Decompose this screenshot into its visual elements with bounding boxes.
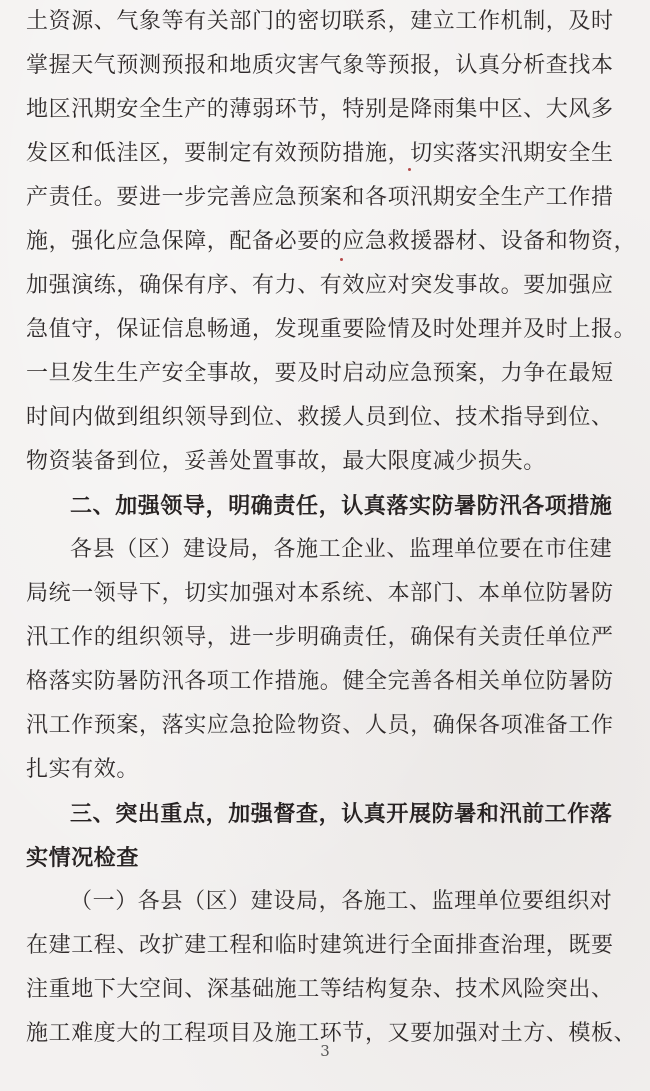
- paragraph-line: 一旦发生生产安全事故，要及时启动应急预案，力争在最短: [26, 361, 614, 386]
- paragraph-line: 汛工作的组织领导，进一步明确责任，确保有关责任单位严: [26, 625, 614, 650]
- paragraph-line: 产责任。要进一步完善应急预案和各项汛期安全生产工作措: [26, 185, 614, 210]
- section-heading-3: 三、突出重点，加强督查，认真开展防暑和汛前工作落: [70, 801, 613, 827]
- paragraph-line: 物资装备到位，妥善处置事故，最大限度减少损失。: [26, 449, 546, 474]
- paragraph-line: 汛工作预案，落实应急抢险物资、人员，确保各项准备工作: [26, 713, 614, 738]
- paragraph-line: 格落实防暑防汛各项工作措施。健全完善各相关单位防暑防: [26, 669, 614, 694]
- paragraph-line: 急值守，保证信息畅通，发现重要险情及时处理并及时上报。: [26, 317, 637, 342]
- paragraph-line: 加强演练，确保有序、有力、有效应对突发事故。要加强应: [26, 273, 614, 298]
- page-number: 3: [320, 1042, 330, 1060]
- paragraph-line: 施工难度大的工程项目及施工环节，又要加强对土方、模板、: [26, 1021, 637, 1046]
- paragraph-line: 时间内做到组织领导到位、救援人员到位、技术指导到位、: [26, 405, 614, 430]
- paragraph-line: 发区和低洼区，要制定有效预防措施，切实落实汛期安全生: [26, 141, 614, 166]
- section-heading-3-continued: 实情况检查: [26, 845, 140, 871]
- paragraph-line: 土资源、气象等有关部门的密切联系，建立工作机制，及时: [26, 9, 614, 34]
- paragraph-line: 地区汛期安全生产的薄弱环节，特别是降雨集中区、大风多: [26, 97, 614, 122]
- paragraph-line: 局统一领导下，切实加强对本系统、本部门、本单位防暑防: [26, 581, 614, 606]
- paragraph-line: 在建工程、改扩建工程和临时建筑进行全面排查治理，既要: [26, 933, 614, 958]
- section-heading-2: 二、加强领导，明确责任，认真落实防暑防汛各项措施: [70, 493, 613, 519]
- paragraph-line: 施，强化应急保障，配备必要的应急救援器材、设备和物资，: [26, 229, 637, 254]
- paragraph-line: 扎实有效。: [26, 757, 140, 782]
- scan-speck: [408, 168, 411, 171]
- paragraph-line: 注重地下大空间、深基础施工等结构复杂、技术风险突出、: [26, 977, 614, 1002]
- paragraph-line: 各县（区）建设局，各施工企业、监理单位要在市住建: [70, 537, 613, 562]
- paragraph-line: 掌握天气预测预报和地质灾害气象等预报，认真分析查找本: [26, 53, 614, 78]
- paragraph-line: （一）各县（区）建设局，各施工、监理单位要组织对: [70, 889, 613, 914]
- scan-speck: [340, 258, 343, 261]
